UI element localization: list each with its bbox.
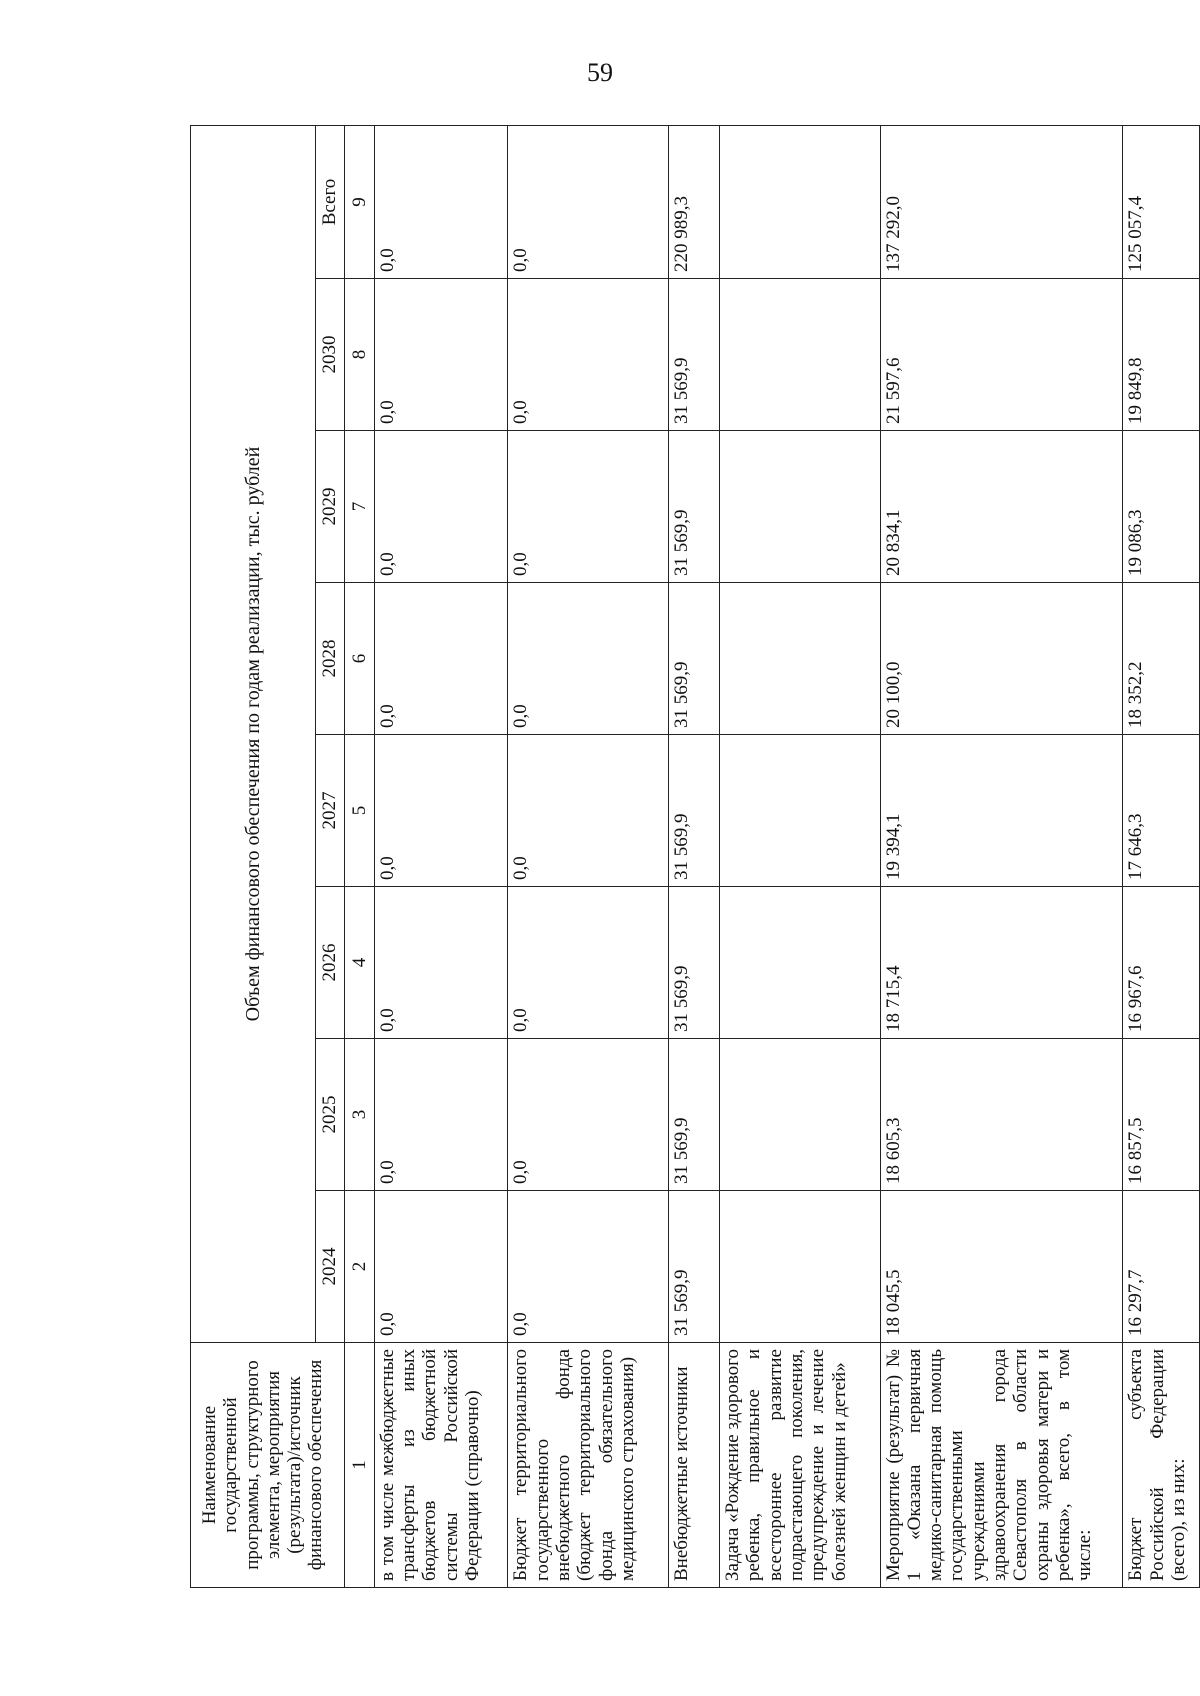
column-number: 3	[345, 1039, 374, 1191]
value-cell: 0,0	[508, 431, 668, 583]
row-name: Мероприятие (результат) № 1 «Оказана первичная медико-санитарная помощь государственными учреждениями здравоохранения города Севастополя в области охраны здоровья матери и ребенка», всего, в том числе:	[880, 1343, 1123, 1588]
value-cell	[720, 1039, 880, 1191]
column-number: 1	[345, 1343, 374, 1588]
value-cell: 31 569,9	[668, 735, 719, 887]
name-column-header: Наименование государственной программы, структурного элемента, мероприятия (результата)/источник финансового обеспечения	[191, 1343, 345, 1588]
value-cell: 0,0	[508, 1039, 668, 1191]
value-cell: 220 989,3	[668, 125, 719, 278]
value-cell	[720, 735, 880, 887]
value-cell	[720, 279, 880, 431]
year-header-2029: 2029	[315, 431, 345, 583]
column-number: 9	[345, 125, 374, 278]
column-number: 4	[345, 887, 374, 1039]
table-row	[1123, 125, 1200, 1587]
year-header-2030: 2030	[315, 279, 345, 431]
rotated-table-wrapper	[190, 126, 1200, 1588]
value-cell	[720, 583, 880, 735]
value-cell	[720, 125, 880, 278]
year-header-2025: 2025	[315, 1039, 345, 1191]
value-cell: 0,0	[508, 583, 668, 735]
row-name: Задача «Рождение здорового ребенка, правильное и всестороннее развитие подрастающего поколения, предупреждение и лечение болезней женщин и детей»	[720, 1343, 880, 1588]
value-cell: 19 394,1	[880, 735, 1123, 887]
value-cell: 31 569,9	[668, 431, 719, 583]
value-cell	[720, 431, 880, 583]
value-cell: 31 569,9	[668, 1191, 719, 1343]
value-cell: 0,0	[374, 887, 508, 1039]
row-name: Бюджет субъекта Российской Федерации (всего), из них:	[1123, 1343, 1200, 1588]
value-cell: 0,0	[508, 279, 668, 431]
financing-volume-header: Объем финансового обеспечения по годам реализации, тыс. рублей	[191, 125, 316, 1342]
value-cell: 16 967,6	[1123, 887, 1200, 1039]
value-cell: 31 569,9	[668, 1039, 719, 1191]
value-cell: 0,0	[374, 1191, 508, 1343]
value-cell: 18 352,2	[1123, 583, 1200, 735]
column-number: 8	[345, 279, 374, 431]
value-cell: 20 834,1	[880, 431, 1123, 583]
value-cell: 0,0	[374, 431, 508, 583]
financing-table	[190, 125, 1200, 1588]
value-cell: 31 569,9	[668, 887, 719, 1039]
table-row	[668, 125, 719, 1587]
value-cell: 31 569,9	[668, 583, 719, 735]
column-number: 7	[345, 431, 374, 583]
value-cell: 17 646,3	[1123, 735, 1200, 887]
value-cell: 0,0	[374, 583, 508, 735]
column-number: 2	[345, 1191, 374, 1343]
value-cell: 0,0	[508, 735, 668, 887]
header-row-group	[191, 125, 316, 1587]
value-cell: 0,0	[374, 1039, 508, 1191]
table-row	[720, 125, 880, 1587]
column-number: 6	[345, 583, 374, 735]
value-cell: 0,0	[508, 887, 668, 1039]
column-number: 5	[345, 735, 374, 887]
value-cell	[720, 887, 880, 1039]
year-header-2027: 2027	[315, 735, 345, 887]
value-cell: 0,0	[374, 279, 508, 431]
value-cell: 18 045,5	[880, 1191, 1123, 1343]
table-row	[374, 125, 508, 1587]
year-header-total: Всего	[315, 125, 345, 278]
value-cell: 0,0	[508, 1191, 668, 1343]
value-cell: 19 086,3	[1123, 431, 1200, 583]
value-cell: 16 857,5	[1123, 1039, 1200, 1191]
row-name: Бюджет территориального государственного внебюджетного фонда (бюджет территориального фонда обязательного медицинского страхования)	[508, 1343, 668, 1588]
value-cell: 0,0	[508, 125, 668, 278]
value-cell: 21 597,6	[880, 279, 1123, 431]
value-cell: 19 849,8	[1123, 279, 1200, 431]
value-cell: 137 292,0	[880, 125, 1123, 278]
value-cell: 0,0	[374, 125, 508, 278]
value-cell: 16 297,7	[1123, 1191, 1200, 1343]
value-cell: 0,0	[374, 735, 508, 887]
table-row	[880, 125, 1123, 1587]
value-cell: 20 100,0	[880, 583, 1123, 735]
year-header-2026: 2026	[315, 887, 345, 1039]
value-cell	[720, 1191, 880, 1343]
page-number: 59	[587, 58, 613, 87]
row-name: Внебюджетные источники	[668, 1343, 719, 1588]
year-header-2024: 2024	[315, 1191, 345, 1343]
table-row	[508, 125, 668, 1587]
year-header-2028: 2028	[315, 583, 345, 735]
value-cell: 125 057,4	[1123, 125, 1200, 278]
value-cell: 18 715,4	[880, 887, 1123, 1039]
value-cell: 18 605,3	[880, 1039, 1123, 1191]
value-cell: 31 569,9	[668, 279, 719, 431]
row-name: в том числе межбюджетные трансферты из иных бюджетов бюджетной системы Российской Федерации (справочно)	[374, 1343, 508, 1588]
column-number-row	[345, 125, 374, 1587]
